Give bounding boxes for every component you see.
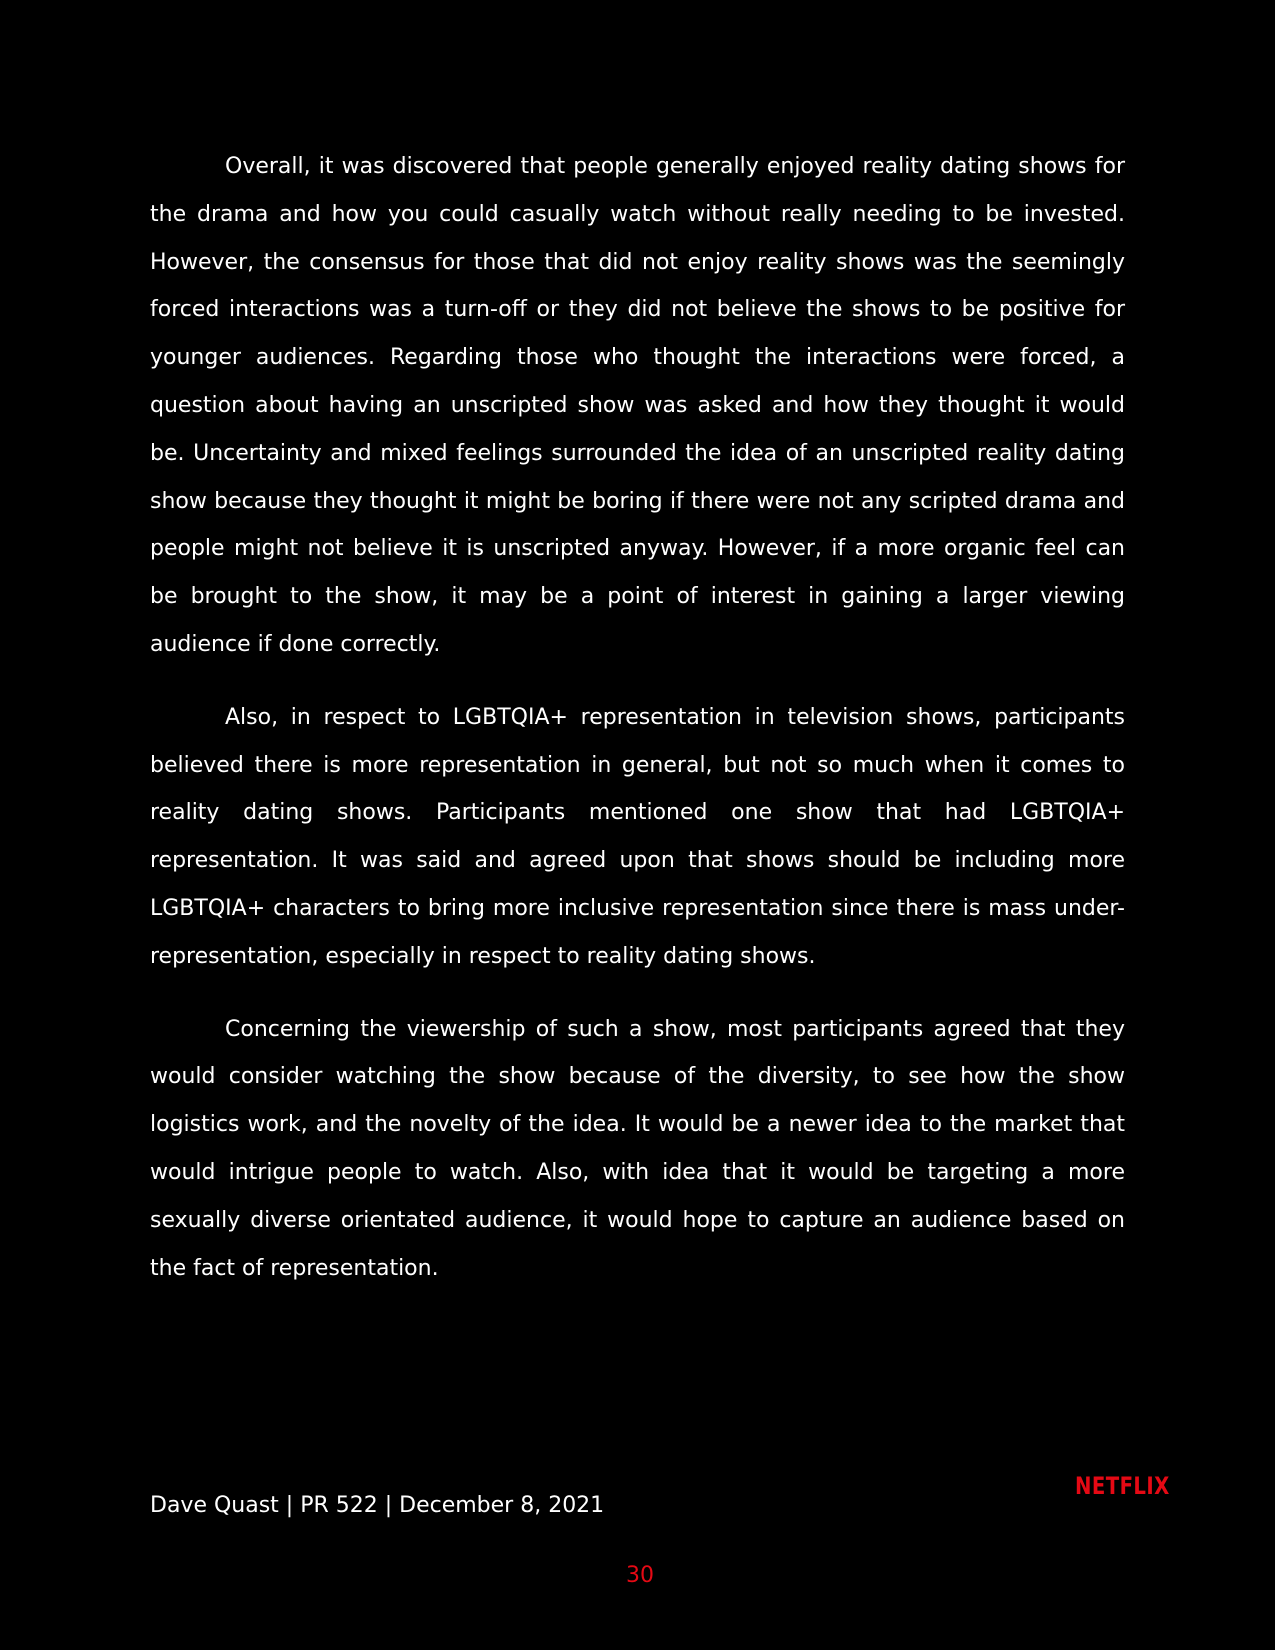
paragraph-overall: Overall, it was discovered that people generally enjoyed reality dating shows for the drama and how you could casually watch without really needing to be invested. However, the consensus for those that did not enjoy reality shows was the seemingly forced interactions was a turn-off or they did not believe the shows to be positive for younger audiences. Regarding those who thought the interactions were forced, a question about having an unscripted show was asked and how they thought it would be. Uncertainty and mixed feelings surrounded the idea of an unscripted reality dating show because they thought it might be boring if there were not any scripted drama and people might not believe it is unscripted anyway. However, if a more organic feel can be brought to the show, it may be a point of interest in gaining a larger viewing audience if done correctly.	[150, 154, 1125, 657]
page-number: 30	[626, 1563, 654, 1588]
footer-credit: Dave Quast | PR 522 | December 8, 2021	[150, 1493, 605, 1518]
paragraph-viewership: Concerning the viewership of such a show, most participants agreed that they would consider watching the show because of the diversity, to see how the show logistics work, and the novelty of the idea. It would be a newer idea to the market that would intrigue people to watch. Also, with idea that it would be targeting a more sexually diverse orientated audience, it would hope to capture an audience based on the fact of representation.	[150, 1016, 1125, 1281]
document-body	[150, 143, 1125, 1317]
netflix-logo: NETFLIX	[1075, 1472, 1170, 1500]
paragraph-representation: Also, in respect to LGBTQIA+ representation in television shows, participants believed there is more representation in general, but not so much when it comes to reality dating shows. Participants mentioned one show that had LGBTQIA+ representation. It was said and agreed upon that shows should be including more LGBTQIA+ characters to bring more inclusive representation since there is mass under-representation, especially in respect to reality dating shows.	[150, 704, 1125, 969]
